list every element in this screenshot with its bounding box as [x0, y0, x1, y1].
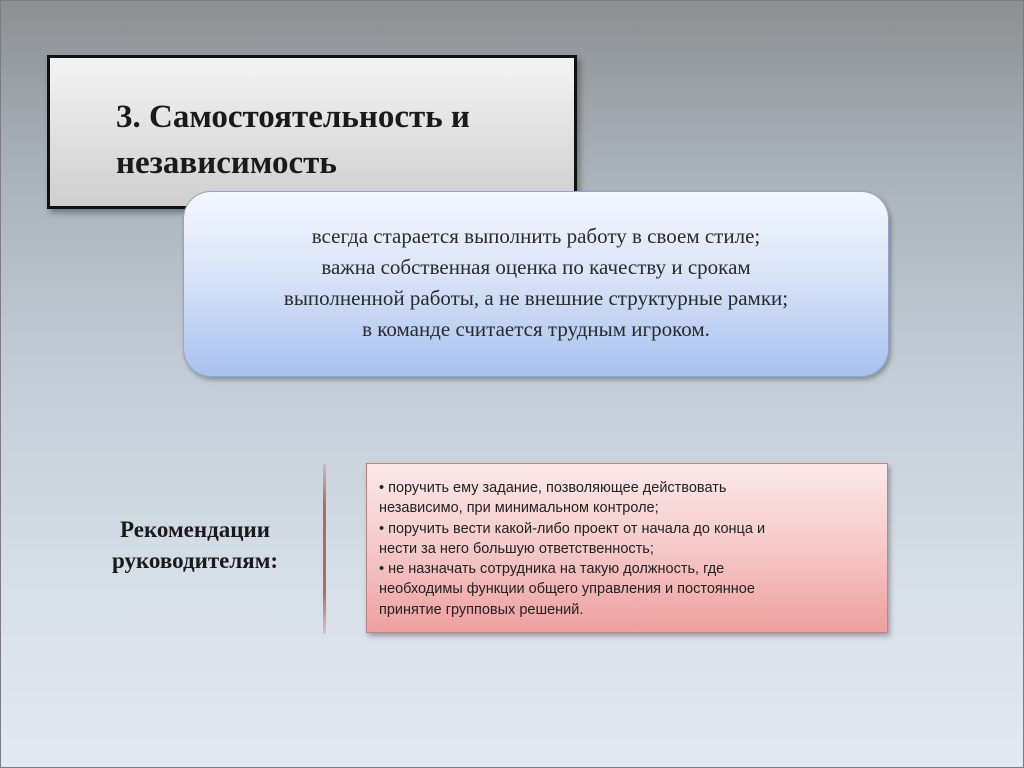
recommendation-line: независимо, при минимальном контроле; [379, 500, 659, 517]
description-line: важна собственная оценка по качеству и срокам [321, 255, 751, 279]
description-line: в команде считается трудным игроком. [362, 317, 710, 341]
vertical-divider [323, 464, 326, 634]
recommendation-line: нести за него большую ответственность; [379, 540, 654, 557]
recommendations-label-line: Рекомендации [120, 517, 270, 542]
recommendation-line: принятие групповых решений. [379, 601, 584, 618]
description-box [183, 191, 889, 377]
slide-title: 3. Самостоятельность и независимость [116, 99, 470, 181]
description-line: выполненной работы, а не внешние структурные рамки; [283, 286, 789, 310]
recommendations-label-line: руководителям: [111, 548, 279, 573]
description-line: всегда старается выполнить работу в своем стиле; [311, 224, 761, 248]
recommendations-box [366, 463, 888, 633]
recommendations-label [80, 514, 310, 576]
recommendation-line: • поручить вести какой-либо проект от начала до конца и [379, 520, 766, 537]
recommendation-line: необходимы функции общего управления и постоянное [379, 581, 755, 598]
title-box [47, 55, 577, 209]
recommendation-line: • не назначать сотрудника на такую должность, где [379, 561, 725, 578]
recommendation-line: • поручить ему задание, позволяющее действовать [379, 480, 727, 496]
